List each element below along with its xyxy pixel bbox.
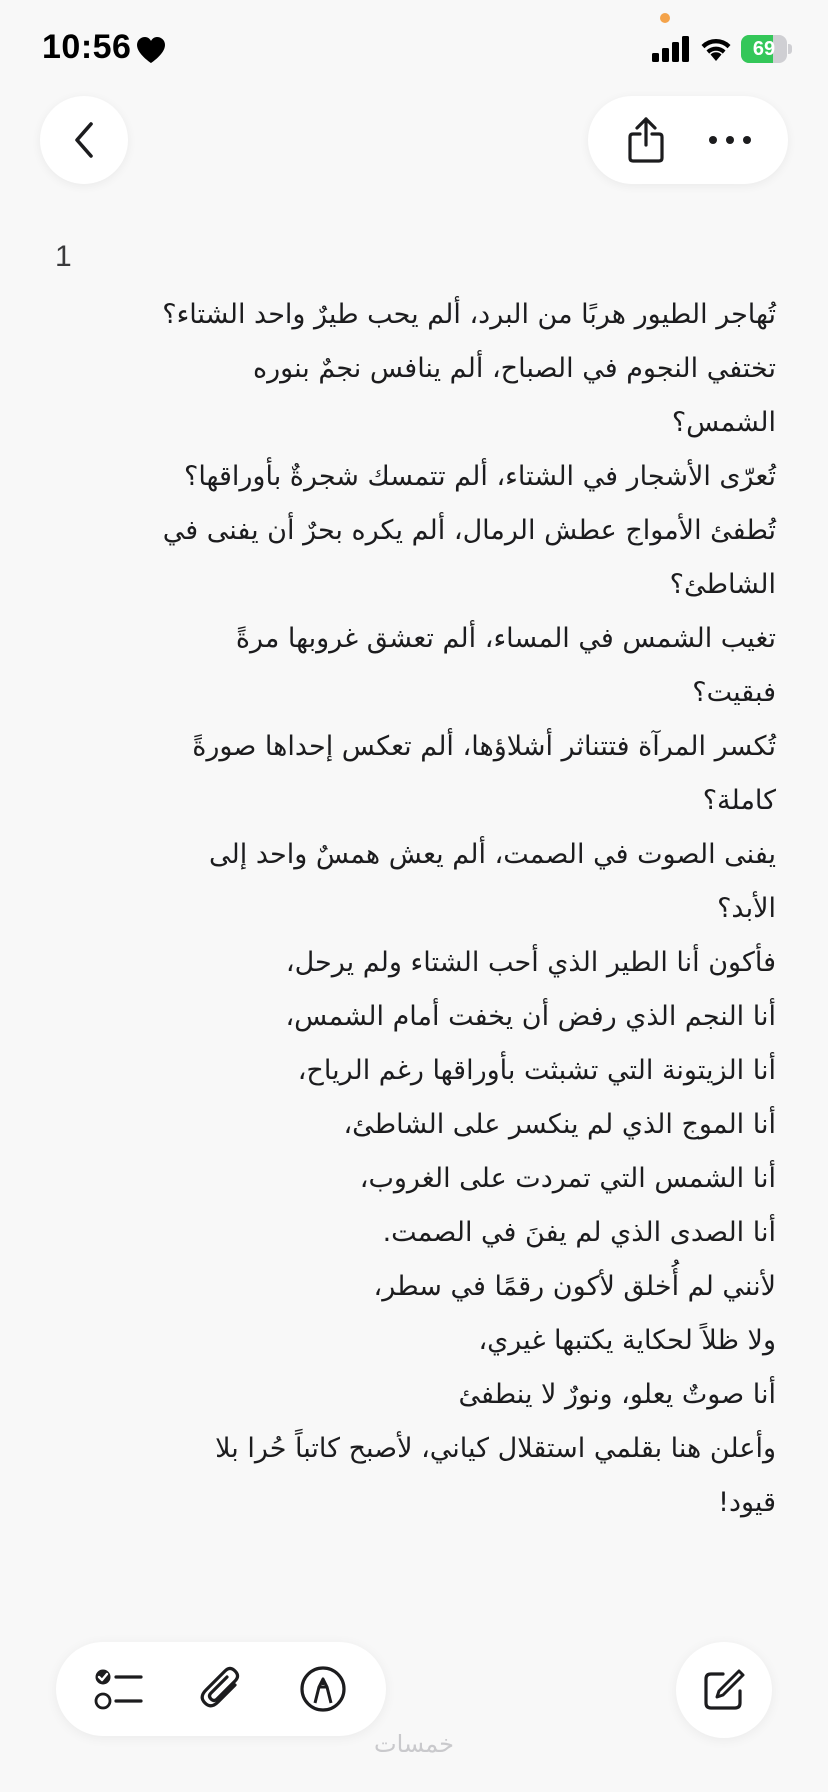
note-line: لأنني لم أُخلق لأكون رقمًا في سطر،: [373, 1271, 776, 1302]
more-button[interactable]: [690, 96, 770, 184]
attachment-button[interactable]: [176, 1642, 266, 1736]
note-line: الأبد؟: [717, 893, 776, 924]
note-line: تُعرّى الأشجار في الشتاء، ألم تتمسك شجرةٌ بأوراقها؟: [183, 461, 776, 492]
share-button[interactable]: [606, 96, 686, 184]
battery-body: [741, 35, 787, 63]
note-line: تُكسر المرآة فتتناثر أشلاؤها، ألم تعكس إحداها صورةً: [192, 731, 776, 762]
heart-icon: [136, 36, 166, 64]
note-line: أنا الموج الذي لم ينكسر على الشاطئ،: [343, 1109, 776, 1140]
note-line: ولا ظلاً لحكاية يكتبها غيري،: [478, 1325, 776, 1356]
note-line: قيود!: [718, 1487, 776, 1518]
note-line: فأكون أنا الطير الذي أحب الشتاء ولم يرحل،: [285, 947, 776, 978]
note-line: كاملة؟: [702, 785, 776, 816]
battery-indicator: [741, 35, 793, 63]
note-line: أنا صوتٌ يعلو، ونورٌ لا ينطفئ: [458, 1379, 776, 1410]
share-icon: [626, 116, 666, 164]
markup-button[interactable]: [278, 1642, 368, 1736]
note-title[interactable]: 1: [55, 240, 72, 273]
note-actions-pill: [588, 96, 788, 184]
pen-circle-icon: [299, 1665, 347, 1713]
note-line: تُطفئ الأمواج عطش الرمال، ألم يكره بحرٌ أن يفنى في: [162, 515, 776, 546]
back-button[interactable]: [40, 96, 128, 184]
note-line: وأعلن هنا بقلمي استقلال كياني، لأصبح كاتباً حُرا بلا: [215, 1433, 776, 1464]
bottom-toolbar: [56, 1642, 386, 1736]
compose-button[interactable]: [676, 1642, 772, 1738]
note-line: يفنى الصوت في الصمت، ألم يعش همسٌ واحد إلى: [209, 839, 776, 870]
note-line: الشمس؟: [671, 407, 776, 438]
note-line: أنا الشمس التي تمردت على الغروب،: [359, 1163, 776, 1194]
checklist-icon: [94, 1666, 144, 1712]
privacy-indicator-dot: [660, 13, 670, 23]
status-bar: [0, 0, 828, 100]
note-line: تغيب الشمس في المساء، ألم تعشق غروبها مرةً: [235, 623, 776, 654]
wifi-icon: [698, 34, 734, 62]
note-line: تُهاجر الطيور هربًا من البرد، ألم يحب طيرٌ واحد الشتاء؟: [162, 299, 776, 330]
note-line: فبقيت؟: [692, 677, 776, 708]
checklist-button[interactable]: [74, 1642, 164, 1736]
chevron-left-icon: [69, 120, 99, 160]
note-line: تختفي النجوم في الصباح، ألم ينافس نجمٌ بنوره: [253, 353, 776, 384]
watermark: خمسات: [373, 1730, 455, 1758]
note-line: أنا الصدى الذي لم يفنَ في الصمت.: [382, 1217, 776, 1248]
note-line: أنا النجم الذي رفض أن يخفت أمام الشمس،: [285, 1001, 776, 1032]
paperclip-icon: [199, 1665, 243, 1713]
battery-level-text: 69: [752, 38, 776, 60]
compose-icon: [701, 1667, 747, 1713]
battery-cap: [788, 44, 792, 54]
ellipsis-icon: [708, 135, 752, 145]
cellular-signal-icon: [652, 36, 690, 62]
note-line: أنا الزيتونة التي تشبثت بأوراقها رغم الرياح،: [297, 1055, 776, 1086]
note-line: الشاطئ؟: [669, 569, 776, 600]
status-time: 10:56: [42, 28, 132, 66]
note-body[interactable]: [40, 288, 776, 1530]
